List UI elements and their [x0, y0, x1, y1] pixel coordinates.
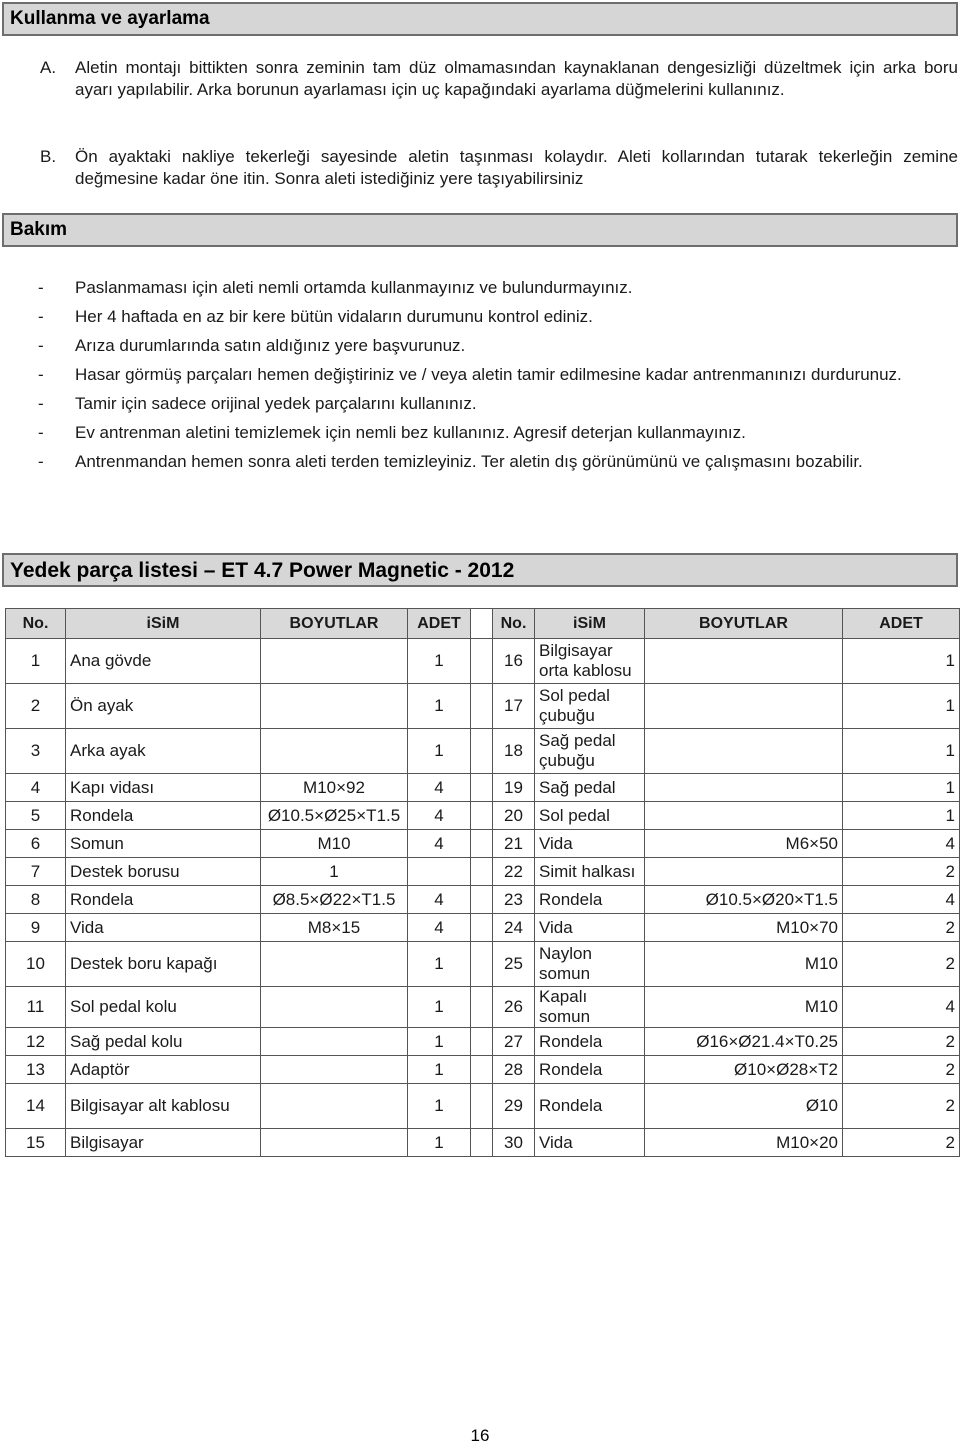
table-row	[6, 987, 960, 1028]
column-gap	[471, 684, 493, 729]
part-number-cell: 6	[6, 830, 66, 858]
part-number-cell: 23	[493, 886, 535, 914]
part-number-cell: 29	[493, 1084, 535, 1129]
list-item	[38, 331, 958, 360]
section-title-maintenance: Bakım	[2, 213, 958, 247]
part-number-cell: 24	[493, 914, 535, 942]
page-number: 16	[470, 1426, 490, 1445]
part-quantity-cell: 1	[408, 1056, 471, 1084]
part-dimensions-cell: Ø10×Ø28×T2	[645, 1056, 843, 1084]
part-name-cell: Bilgisayar	[66, 1129, 261, 1157]
section-title-parts: Yedek parça listesi – ET 4.7 Power Magnetic - 2012	[2, 553, 958, 587]
part-name-cell: Rondela	[66, 802, 261, 830]
table-row	[6, 858, 960, 886]
usage-paragraph-b	[40, 146, 958, 190]
part-number-cell: 16	[493, 639, 535, 684]
part-quantity-cell: 2	[843, 1028, 960, 1056]
part-number-cell: 26	[493, 987, 535, 1028]
part-dimensions-cell: M10×70	[645, 914, 843, 942]
part-number-cell: 1	[6, 639, 66, 684]
column-gap	[471, 886, 493, 914]
column-gap	[471, 1129, 493, 1157]
table-row	[6, 1056, 960, 1084]
part-dimensions-cell	[261, 729, 408, 774]
list-item-text: Antrenmandan hemen sonra aleti terden temizleyiniz. Ter aletin dış görünümünü ve çalışmasını bozabilir.	[75, 452, 863, 471]
part-name-cell: Arka ayak	[66, 729, 261, 774]
column-gap	[471, 729, 493, 774]
part-number-cell: 2	[6, 684, 66, 729]
part-quantity-cell: 1	[843, 684, 960, 729]
part-quantity-cell: 1	[408, 729, 471, 774]
part-number-cell: 7	[6, 858, 66, 886]
part-quantity-cell: 2	[843, 858, 960, 886]
column-gap	[471, 1028, 493, 1056]
paragraph-marker: A.	[40, 58, 57, 77]
part-quantity-cell: 1	[408, 639, 471, 684]
column-gap	[471, 774, 493, 802]
part-quantity-cell: 1	[408, 1084, 471, 1129]
part-name-cell: Destek borusu	[66, 858, 261, 886]
list-item	[38, 273, 958, 302]
part-number-cell: 4	[6, 774, 66, 802]
part-name-cell: Kapı vidası	[66, 774, 261, 802]
column-gap	[471, 858, 493, 886]
list-dash: -	[38, 307, 44, 326]
part-name-cell: Ön ayak	[66, 684, 261, 729]
part-name-cell: Ana gövde	[66, 639, 261, 684]
part-dimensions-cell	[261, 1056, 408, 1084]
part-name-cell: Vida	[535, 830, 645, 858]
paragraph-marker: B.	[40, 147, 57, 166]
usage-paragraph-a	[40, 57, 958, 101]
part-number-cell: 17	[493, 684, 535, 729]
parts-table-body	[6, 639, 960, 1157]
part-name-cell: Sağ pedal	[535, 774, 645, 802]
part-quantity-cell: 4	[408, 802, 471, 830]
part-name-cell: Rondela	[535, 1056, 645, 1084]
part-name-cell: Sağ pedal çubuğu	[535, 729, 645, 774]
part-quantity-cell: 4	[408, 830, 471, 858]
part-dimensions-cell: M6×50	[645, 830, 843, 858]
table-row	[6, 886, 960, 914]
table-row	[6, 942, 960, 987]
part-name-cell: Sol pedal	[535, 802, 645, 830]
part-number-cell: 13	[6, 1056, 66, 1084]
column-gap	[471, 609, 493, 639]
section-title-usage: Kullanma ve ayarlama	[2, 2, 958, 36]
column-header: BOYUTLAR	[645, 609, 843, 639]
part-quantity-cell: 1	[408, 942, 471, 987]
part-dimensions-cell: M10×92	[261, 774, 408, 802]
part-quantity-cell: 2	[843, 1129, 960, 1157]
part-number-cell: 30	[493, 1129, 535, 1157]
part-dimensions-cell	[645, 684, 843, 729]
table-row	[6, 1129, 960, 1157]
part-name-cell: Rondela	[535, 1028, 645, 1056]
part-name-cell: Sol pedal kolu	[66, 987, 261, 1028]
part-dimensions-cell: 1	[261, 858, 408, 886]
part-dimensions-cell	[645, 774, 843, 802]
part-quantity-cell: 4	[408, 774, 471, 802]
part-quantity-cell: 2	[843, 914, 960, 942]
part-dimensions-cell: Ø8.5×Ø22×T1.5	[261, 886, 408, 914]
part-quantity-cell: 2	[843, 1056, 960, 1084]
part-quantity-cell: 1	[408, 987, 471, 1028]
part-quantity-cell: 1	[843, 729, 960, 774]
part-name-cell: Sağ pedal kolu	[66, 1028, 261, 1056]
part-name-cell: Rondela	[66, 886, 261, 914]
part-dimensions-cell	[261, 684, 408, 729]
part-quantity-cell: 4	[843, 830, 960, 858]
list-item-text: Arıza durumlarında satın aldığınız yere başvurunuz.	[75, 336, 466, 355]
part-quantity-cell: 4	[843, 886, 960, 914]
part-dimensions-cell: Ø10	[645, 1084, 843, 1129]
part-quantity-cell: 4	[408, 886, 471, 914]
part-number-cell: 27	[493, 1028, 535, 1056]
part-quantity-cell: 4	[408, 914, 471, 942]
table-row	[6, 729, 960, 774]
part-dimensions-cell	[645, 639, 843, 684]
part-number-cell: 25	[493, 942, 535, 987]
list-dash: -	[38, 336, 44, 355]
column-header: No.	[493, 609, 535, 639]
part-number-cell: 22	[493, 858, 535, 886]
column-header: ADET	[408, 609, 471, 639]
part-dimensions-cell	[261, 639, 408, 684]
table-row	[6, 1084, 960, 1129]
part-dimensions-cell	[261, 987, 408, 1028]
part-dimensions-cell: M10	[645, 942, 843, 987]
column-gap	[471, 639, 493, 684]
part-dimensions-cell	[261, 1028, 408, 1056]
part-number-cell: 3	[6, 729, 66, 774]
list-item	[38, 418, 958, 447]
table-row	[6, 684, 960, 729]
part-number-cell: 11	[6, 987, 66, 1028]
column-gap	[471, 1056, 493, 1084]
part-number-cell: 21	[493, 830, 535, 858]
maintenance-list	[38, 273, 958, 476]
list-item-text: Ev antrenman aletini temizlemek için nemli bez kullanınız. Agresif deterjan kullanmayınız.	[75, 423, 746, 442]
part-name-cell: Bilgisayar alt kablosu	[66, 1084, 261, 1129]
part-number-cell: 20	[493, 802, 535, 830]
part-dimensions-cell	[645, 858, 843, 886]
part-dimensions-cell: M10	[261, 830, 408, 858]
part-quantity-cell: 1	[408, 684, 471, 729]
part-number-cell: 12	[6, 1028, 66, 1056]
column-header: BOYUTLAR	[261, 609, 408, 639]
part-number-cell: 28	[493, 1056, 535, 1084]
column-gap	[471, 830, 493, 858]
table-row	[6, 830, 960, 858]
table-header-row	[6, 609, 960, 639]
list-item-text: Her 4 haftada en az bir kere bütün vidaların durumunu kontrol ediniz.	[75, 307, 593, 326]
part-name-cell: Destek boru kapağı	[66, 942, 261, 987]
part-number-cell: 18	[493, 729, 535, 774]
part-quantity-cell: 2	[843, 942, 960, 987]
column-gap	[471, 914, 493, 942]
part-number-cell: 15	[6, 1129, 66, 1157]
part-number-cell: 19	[493, 774, 535, 802]
part-dimensions-cell: M10×20	[645, 1129, 843, 1157]
column-gap	[471, 942, 493, 987]
list-dash: -	[38, 278, 44, 297]
part-name-cell: Rondela	[535, 1084, 645, 1129]
part-number-cell: 14	[6, 1084, 66, 1129]
part-dimensions-cell: Ø16×Ø21.4×T0.25	[645, 1028, 843, 1056]
column-gap	[471, 1084, 493, 1129]
part-dimensions-cell	[261, 1084, 408, 1129]
column-header: iSiM	[535, 609, 645, 639]
part-dimensions-cell: M10	[645, 987, 843, 1028]
part-name-cell: Adaptör	[66, 1056, 261, 1084]
part-name-cell: Bilgisayar orta kablosu	[535, 639, 645, 684]
part-dimensions-cell	[261, 1129, 408, 1157]
part-quantity-cell: 4	[843, 987, 960, 1028]
list-item	[38, 302, 958, 331]
list-item-text: Paslanmaması için aleti nemli ortamda kullanmayınız ve bulundurmayınız.	[75, 278, 633, 297]
part-number-cell: 8	[6, 886, 66, 914]
part-dimensions-cell: Ø10.5×Ø25×T1.5	[261, 802, 408, 830]
list-item-text: Hasar görmüş parçaları hemen değiştiriniz ve / veya aletin tamir edilmesine kadar antrenmanınızı durdurunuz.	[75, 365, 902, 384]
column-gap	[471, 987, 493, 1028]
list-dash: -	[38, 452, 44, 471]
table-row	[6, 914, 960, 942]
part-name-cell: Rondela	[535, 886, 645, 914]
part-quantity-cell: 1	[843, 802, 960, 830]
part-number-cell: 10	[6, 942, 66, 987]
list-item	[38, 389, 958, 418]
part-name-cell: Somun	[66, 830, 261, 858]
part-quantity-cell	[408, 858, 471, 886]
part-number-cell: 5	[6, 802, 66, 830]
list-dash: -	[38, 394, 44, 413]
list-item	[38, 447, 958, 476]
part-name-cell: Vida	[66, 914, 261, 942]
column-header: iSiM	[66, 609, 261, 639]
column-header: No.	[6, 609, 66, 639]
table-row	[6, 639, 960, 684]
part-dimensions-cell: Ø10.5×Ø20×T1.5	[645, 886, 843, 914]
part-dimensions-cell: M8×15	[261, 914, 408, 942]
part-quantity-cell: 2	[843, 1084, 960, 1129]
part-name-cell: Naylon somun	[535, 942, 645, 987]
part-name-cell: Kapalı somun	[535, 987, 645, 1028]
part-name-cell: Simit halkası	[535, 858, 645, 886]
table-row	[6, 774, 960, 802]
part-quantity-cell: 1	[408, 1129, 471, 1157]
part-dimensions-cell	[645, 802, 843, 830]
paragraph-text: Ön ayaktaki nakliye tekerleği sayesinde aletin taşınması kolaydır. Aleti kollarından tutarak tekerleğin zemine değmesine kadar öne itin. Sonra aleti istediğiniz yere taşıyabilirsiniz	[75, 147, 958, 188]
part-quantity-cell: 1	[843, 774, 960, 802]
list-item-text: Tamir için sadece orijinal yedek parçalarını kullanınız.	[75, 394, 477, 413]
column-header: ADET	[843, 609, 960, 639]
part-name-cell: Sol pedal çubuğu	[535, 684, 645, 729]
table-row	[6, 1028, 960, 1056]
part-quantity-cell: 1	[408, 1028, 471, 1056]
table-row	[6, 802, 960, 830]
paragraph-text: Aletin montajı bittikten sonra zeminin tam düz olmamasından kaynaklanan dengesizliği düzeltmek için arka boru ayarı yapılabilir. Arka borunun ayarlaması için uç kapağındaki ayarlama düğmelerini kullanınız.	[75, 58, 958, 99]
column-gap	[471, 802, 493, 830]
parts-table	[5, 608, 960, 1157]
list-item	[38, 360, 958, 389]
list-dash: -	[38, 423, 44, 442]
part-dimensions-cell	[645, 729, 843, 774]
part-name-cell: Vida	[535, 1129, 645, 1157]
list-dash: -	[38, 365, 44, 384]
part-number-cell: 9	[6, 914, 66, 942]
part-dimensions-cell	[261, 942, 408, 987]
part-name-cell: Vida	[535, 914, 645, 942]
part-quantity-cell: 1	[843, 639, 960, 684]
